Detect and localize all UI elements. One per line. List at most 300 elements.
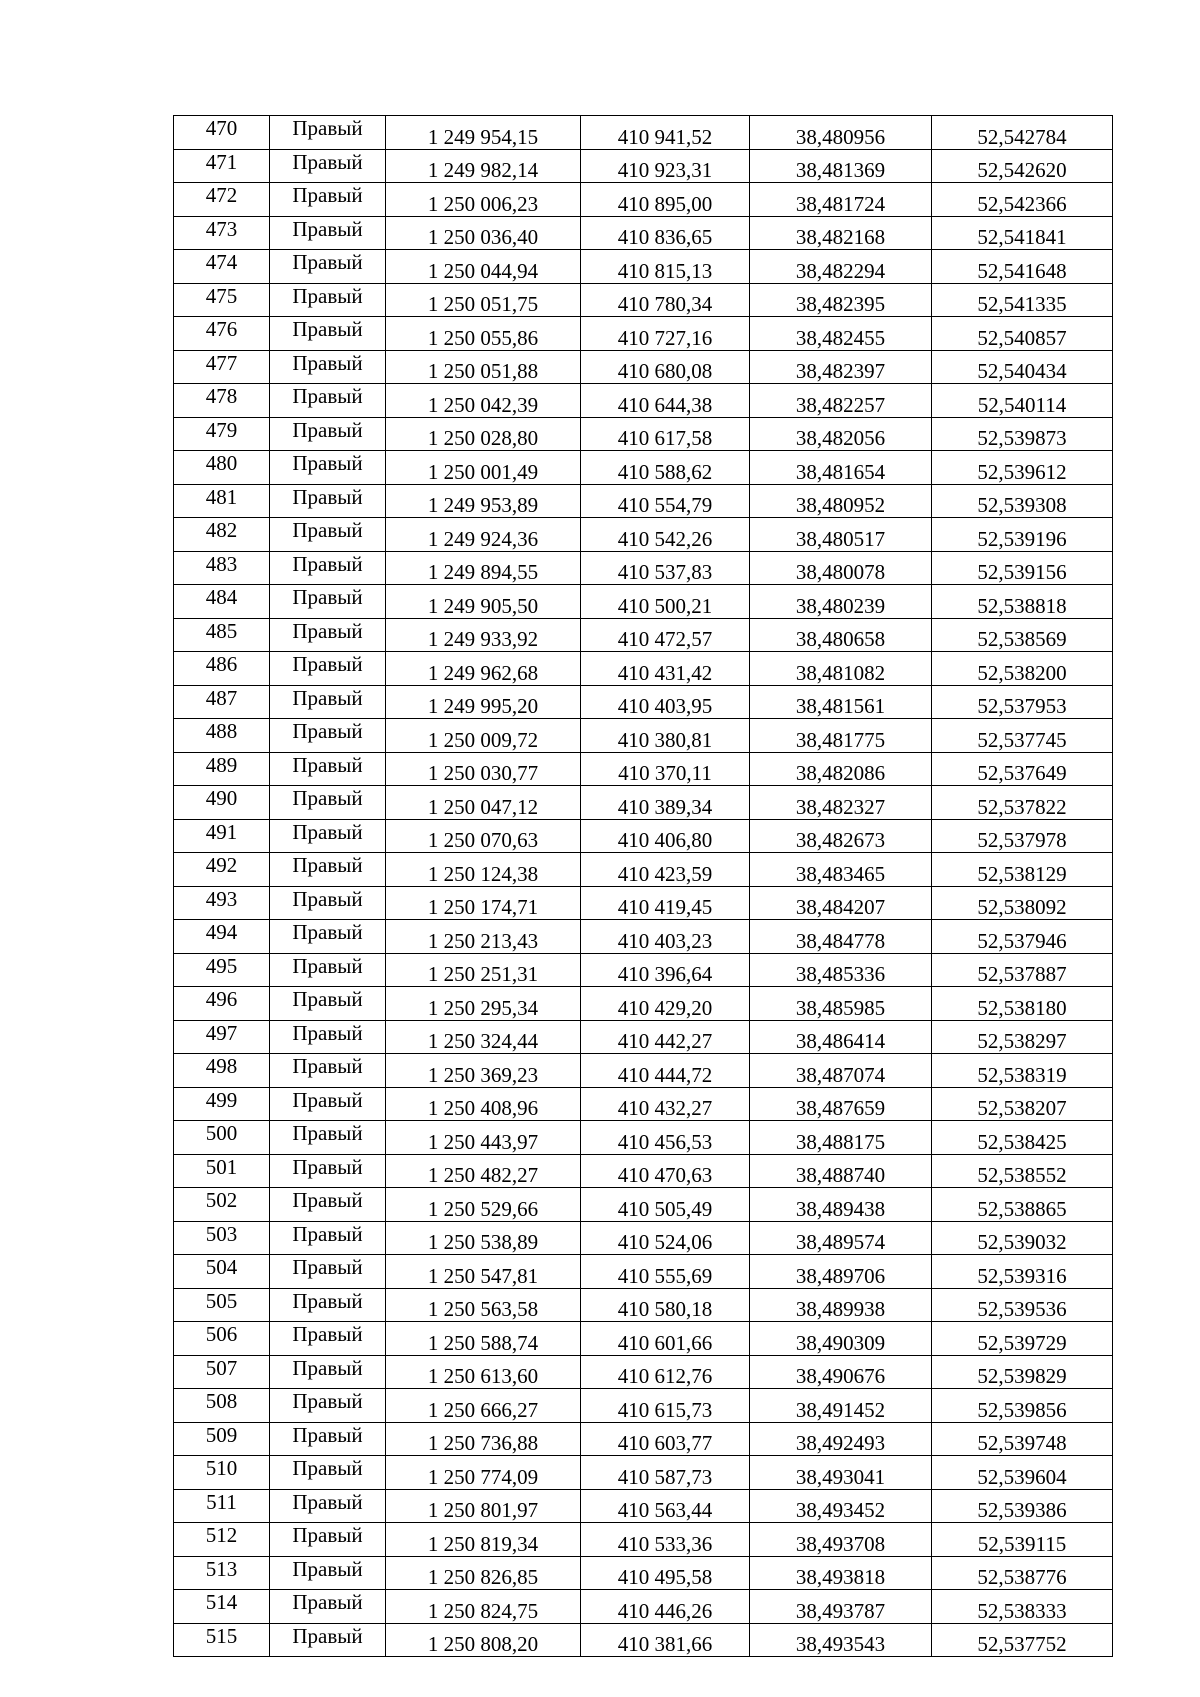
x-coordinate-cell: 1 249 982,14 [386,149,581,183]
latitude-cell: 52,542366 [932,183,1113,217]
table-row [174,317,1113,351]
side-cell: Правый [270,1523,386,1557]
coordinates-table [173,115,1113,1657]
table-row [174,384,1113,418]
point-number-cell: 474 [174,250,270,284]
side-cell: Правый [270,685,386,719]
latitude-cell: 52,539604 [932,1456,1113,1490]
point-number-cell: 481 [174,484,270,518]
longitude-cell: 38,490309 [750,1322,932,1356]
point-number-cell: 494 [174,920,270,954]
latitude-cell: 52,538333 [932,1590,1113,1624]
point-number-cell: 487 [174,685,270,719]
longitude-cell: 38,491452 [750,1389,932,1423]
latitude-cell: 52,539748 [932,1422,1113,1456]
side-cell: Правый [270,484,386,518]
point-number-cell: 497 [174,1020,270,1054]
y-coordinate-cell: 410 444,72 [581,1054,750,1088]
point-number-cell: 493 [174,886,270,920]
table-row [174,1322,1113,1356]
point-number-cell: 477 [174,350,270,384]
y-coordinate-cell: 410 431,42 [581,652,750,686]
side-cell: Правый [270,1221,386,1255]
table-row [174,953,1113,987]
point-number-cell: 473 [174,216,270,250]
latitude-cell: 52,537978 [932,819,1113,853]
y-coordinate-cell: 410 505,49 [581,1188,750,1222]
longitude-cell: 38,482327 [750,786,932,820]
table-row [174,920,1113,954]
latitude-cell: 52,541335 [932,283,1113,317]
longitude-cell: 38,480956 [750,116,932,150]
y-coordinate-cell: 410 495,58 [581,1556,750,1590]
latitude-cell: 52,541648 [932,250,1113,284]
table-row [174,518,1113,552]
y-coordinate-cell: 410 603,77 [581,1422,750,1456]
table-row [174,417,1113,451]
point-number-cell: 490 [174,786,270,820]
x-coordinate-cell: 1 250 174,71 [386,886,581,920]
x-coordinate-cell: 1 249 953,89 [386,484,581,518]
table-row [174,786,1113,820]
y-coordinate-cell: 410 537,83 [581,551,750,585]
point-number-cell: 513 [174,1556,270,1590]
longitude-cell: 38,482395 [750,283,932,317]
longitude-cell: 38,480952 [750,484,932,518]
side-cell: Правый [270,216,386,250]
longitude-cell: 38,482673 [750,819,932,853]
side-cell: Правый [270,719,386,753]
y-coordinate-cell: 410 612,76 [581,1355,750,1389]
point-number-cell: 482 [174,518,270,552]
y-coordinate-cell: 410 456,53 [581,1121,750,1155]
side-cell: Правый [270,853,386,887]
y-coordinate-cell: 410 555,69 [581,1255,750,1289]
y-coordinate-cell: 410 380,81 [581,719,750,753]
longitude-cell: 38,493041 [750,1456,932,1490]
longitude-cell: 38,487659 [750,1087,932,1121]
side-cell: Правый [270,1054,386,1088]
y-coordinate-cell: 410 442,27 [581,1020,750,1054]
table-row [174,719,1113,753]
longitude-cell: 38,481369 [750,149,932,183]
latitude-cell: 52,539536 [932,1288,1113,1322]
side-cell: Правый [270,1422,386,1456]
table-row [174,1456,1113,1490]
x-coordinate-cell: 1 250 030,77 [386,752,581,786]
y-coordinate-cell: 410 895,00 [581,183,750,217]
table-row [174,585,1113,619]
side-cell: Правый [270,1556,386,1590]
x-coordinate-cell: 1 250 044,94 [386,250,581,284]
x-coordinate-cell: 1 250 213,43 [386,920,581,954]
side-cell: Правый [270,618,386,652]
x-coordinate-cell: 1 250 563,58 [386,1288,581,1322]
point-number-cell: 495 [174,953,270,987]
x-coordinate-cell: 1 250 819,34 [386,1523,581,1557]
point-number-cell: 480 [174,451,270,485]
longitude-cell: 38,480239 [750,585,932,619]
y-coordinate-cell: 410 432,27 [581,1087,750,1121]
y-coordinate-cell: 410 588,62 [581,451,750,485]
longitude-cell: 38,488740 [750,1154,932,1188]
table-row [174,1389,1113,1423]
x-coordinate-cell: 1 250 324,44 [386,1020,581,1054]
point-number-cell: 501 [174,1154,270,1188]
side-cell: Правый [270,116,386,150]
x-coordinate-cell: 1 250 808,20 [386,1623,581,1657]
side-cell: Правый [270,953,386,987]
longitude-cell: 38,488175 [750,1121,932,1155]
longitude-cell: 38,490676 [750,1355,932,1389]
side-cell: Правый [270,1590,386,1624]
y-coordinate-cell: 410 423,59 [581,853,750,887]
longitude-cell: 38,489706 [750,1255,932,1289]
point-number-cell: 483 [174,551,270,585]
table-row [174,1489,1113,1523]
table-row [174,484,1113,518]
latitude-cell: 52,537887 [932,953,1113,987]
point-number-cell: 478 [174,384,270,418]
point-number-cell: 515 [174,1623,270,1657]
table-row [174,1355,1113,1389]
x-coordinate-cell: 1 250 070,63 [386,819,581,853]
point-number-cell: 484 [174,585,270,619]
point-number-cell: 512 [174,1523,270,1557]
x-coordinate-cell: 1 249 905,50 [386,585,581,619]
latitude-cell: 52,537649 [932,752,1113,786]
x-coordinate-cell: 1 250 613,60 [386,1355,581,1389]
side-cell: Правый [270,1623,386,1657]
side-cell: Правый [270,1489,386,1523]
side-cell: Правый [270,1087,386,1121]
latitude-cell: 52,537822 [932,786,1113,820]
table-row [174,1188,1113,1222]
point-number-cell: 479 [174,417,270,451]
latitude-cell: 52,539829 [932,1355,1113,1389]
point-number-cell: 499 [174,1087,270,1121]
x-coordinate-cell: 1 250 047,12 [386,786,581,820]
latitude-cell: 52,538818 [932,585,1113,619]
table-row [174,853,1113,887]
x-coordinate-cell: 1 250 824,75 [386,1590,581,1624]
table-row [174,1288,1113,1322]
latitude-cell: 52,540857 [932,317,1113,351]
y-coordinate-cell: 410 836,65 [581,216,750,250]
longitude-cell: 38,489574 [750,1221,932,1255]
table-row [174,551,1113,585]
x-coordinate-cell: 1 250 588,74 [386,1322,581,1356]
point-number-cell: 496 [174,987,270,1021]
x-coordinate-cell: 1 249 924,36 [386,518,581,552]
side-cell: Правый [270,1255,386,1289]
side-cell: Правый [270,987,386,1021]
point-number-cell: 470 [174,116,270,150]
point-number-cell: 506 [174,1322,270,1356]
side-cell: Правый [270,752,386,786]
latitude-cell: 52,538425 [932,1121,1113,1155]
point-number-cell: 510 [174,1456,270,1490]
y-coordinate-cell: 410 615,73 [581,1389,750,1423]
table-row [174,886,1113,920]
y-coordinate-cell: 410 601,66 [581,1322,750,1356]
longitude-cell: 38,492493 [750,1422,932,1456]
x-coordinate-cell: 1 250 055,86 [386,317,581,351]
longitude-cell: 38,481654 [750,451,932,485]
x-coordinate-cell: 1 250 736,88 [386,1422,581,1456]
latitude-cell: 52,539308 [932,484,1113,518]
x-coordinate-cell: 1 250 547,81 [386,1255,581,1289]
x-coordinate-cell: 1 250 801,97 [386,1489,581,1523]
x-coordinate-cell: 1 249 995,20 [386,685,581,719]
y-coordinate-cell: 410 406,80 [581,819,750,853]
table-row [174,618,1113,652]
x-coordinate-cell: 1 250 482,27 [386,1154,581,1188]
longitude-cell: 38,487074 [750,1054,932,1088]
y-coordinate-cell: 410 617,58 [581,417,750,451]
table-row [174,652,1113,686]
y-coordinate-cell: 410 396,64 [581,953,750,987]
point-number-cell: 471 [174,149,270,183]
y-coordinate-cell: 410 780,34 [581,283,750,317]
x-coordinate-cell: 1 250 443,97 [386,1121,581,1155]
side-cell: Правый [270,384,386,418]
latitude-cell: 52,538776 [932,1556,1113,1590]
side-cell: Правый [270,786,386,820]
latitude-cell: 52,538569 [932,618,1113,652]
x-coordinate-cell: 1 250 051,88 [386,350,581,384]
table-row [174,1154,1113,1188]
longitude-cell: 38,482056 [750,417,932,451]
table-row [174,987,1113,1021]
table-row [174,752,1113,786]
table-row [174,819,1113,853]
point-number-cell: 502 [174,1188,270,1222]
side-cell: Правый [270,551,386,585]
table-row [174,1255,1113,1289]
side-cell: Правый [270,652,386,686]
point-number-cell: 505 [174,1288,270,1322]
point-number-cell: 489 [174,752,270,786]
x-coordinate-cell: 1 250 028,80 [386,417,581,451]
longitude-cell: 38,481775 [750,719,932,753]
side-cell: Правый [270,585,386,619]
side-cell: Правый [270,1456,386,1490]
point-number-cell: 475 [174,283,270,317]
longitude-cell: 38,482455 [750,317,932,351]
table-row [174,1121,1113,1155]
latitude-cell: 52,542784 [932,116,1113,150]
point-number-cell: 507 [174,1355,270,1389]
latitude-cell: 52,537946 [932,920,1113,954]
table-row [174,1523,1113,1557]
table-row [174,1087,1113,1121]
y-coordinate-cell: 410 389,34 [581,786,750,820]
longitude-cell: 38,482168 [750,216,932,250]
x-coordinate-cell: 1 250 408,96 [386,1087,581,1121]
latitude-cell: 52,537745 [932,719,1113,753]
point-number-cell: 508 [174,1389,270,1423]
y-coordinate-cell: 410 446,26 [581,1590,750,1624]
x-coordinate-cell: 1 250 369,23 [386,1054,581,1088]
side-cell: Правый [270,1154,386,1188]
longitude-cell: 38,482397 [750,350,932,384]
point-number-cell: 509 [174,1422,270,1456]
latitude-cell: 52,538200 [932,652,1113,686]
longitude-cell: 38,480517 [750,518,932,552]
point-number-cell: 476 [174,317,270,351]
y-coordinate-cell: 410 554,79 [581,484,750,518]
x-coordinate-cell: 1 250 774,09 [386,1456,581,1490]
latitude-cell: 52,539612 [932,451,1113,485]
longitude-cell: 38,486414 [750,1020,932,1054]
longitude-cell: 38,481561 [750,685,932,719]
latitude-cell: 52,539873 [932,417,1113,451]
latitude-cell: 52,542620 [932,149,1113,183]
x-coordinate-cell: 1 250 042,39 [386,384,581,418]
y-coordinate-cell: 410 370,11 [581,752,750,786]
latitude-cell: 52,539316 [932,1255,1113,1289]
side-cell: Правый [270,350,386,384]
latitude-cell: 52,539115 [932,1523,1113,1557]
side-cell: Правый [270,1020,386,1054]
side-cell: Правый [270,183,386,217]
point-number-cell: 503 [174,1221,270,1255]
table-row [174,1221,1113,1255]
table-row [174,1590,1113,1624]
x-coordinate-cell: 1 250 529,66 [386,1188,581,1222]
side-cell: Правый [270,1355,386,1389]
table-row [174,1623,1113,1657]
y-coordinate-cell: 410 815,13 [581,250,750,284]
latitude-cell: 52,538297 [932,1020,1113,1054]
y-coordinate-cell: 410 533,36 [581,1523,750,1557]
longitude-cell: 38,484778 [750,920,932,954]
side-cell: Правый [270,317,386,351]
y-coordinate-cell: 410 419,45 [581,886,750,920]
side-cell: Правый [270,250,386,284]
latitude-cell: 52,541841 [932,216,1113,250]
x-coordinate-cell: 1 250 124,38 [386,853,581,887]
longitude-cell: 38,482086 [750,752,932,786]
side-cell: Правый [270,518,386,552]
side-cell: Правый [270,1389,386,1423]
y-coordinate-cell: 410 429,20 [581,987,750,1021]
x-coordinate-cell: 1 250 001,49 [386,451,581,485]
x-coordinate-cell: 1 250 666,27 [386,1389,581,1423]
longitude-cell: 38,493708 [750,1523,932,1557]
x-coordinate-cell: 1 249 954,15 [386,116,581,150]
table-row [174,451,1113,485]
table-row [174,1556,1113,1590]
coordinates-table-body [174,116,1113,1657]
point-number-cell: 514 [174,1590,270,1624]
longitude-cell: 38,493818 [750,1556,932,1590]
side-cell: Правый [270,149,386,183]
table-row [174,685,1113,719]
table-row [174,350,1113,384]
x-coordinate-cell: 1 250 251,31 [386,953,581,987]
y-coordinate-cell: 410 524,06 [581,1221,750,1255]
point-number-cell: 504 [174,1255,270,1289]
side-cell: Правый [270,283,386,317]
y-coordinate-cell: 410 727,16 [581,317,750,351]
side-cell: Правый [270,1288,386,1322]
longitude-cell: 38,482257 [750,384,932,418]
table-row [174,1054,1113,1088]
table-row [174,283,1113,317]
x-coordinate-cell: 1 249 962,68 [386,652,581,686]
latitude-cell: 52,538092 [932,886,1113,920]
longitude-cell: 38,489938 [750,1288,932,1322]
y-coordinate-cell: 410 381,66 [581,1623,750,1657]
x-coordinate-cell: 1 249 933,92 [386,618,581,652]
point-number-cell: 488 [174,719,270,753]
latitude-cell: 52,537953 [932,685,1113,719]
y-coordinate-cell: 410 563,44 [581,1489,750,1523]
x-coordinate-cell: 1 250 051,75 [386,283,581,317]
side-cell: Правый [270,1322,386,1356]
latitude-cell: 52,538180 [932,987,1113,1021]
latitude-cell: 52,539856 [932,1389,1113,1423]
longitude-cell: 38,493543 [750,1623,932,1657]
y-coordinate-cell: 410 472,57 [581,618,750,652]
table-row [174,216,1113,250]
longitude-cell: 38,485336 [750,953,932,987]
y-coordinate-cell: 410 403,23 [581,920,750,954]
longitude-cell: 38,493787 [750,1590,932,1624]
longitude-cell: 38,485985 [750,987,932,1021]
longitude-cell: 38,489438 [750,1188,932,1222]
y-coordinate-cell: 410 941,52 [581,116,750,150]
y-coordinate-cell: 410 923,31 [581,149,750,183]
y-coordinate-cell: 410 470,63 [581,1154,750,1188]
y-coordinate-cell: 410 580,18 [581,1288,750,1322]
x-coordinate-cell: 1 250 009,72 [386,719,581,753]
y-coordinate-cell: 410 587,73 [581,1456,750,1490]
longitude-cell: 38,481724 [750,183,932,217]
table-row [174,250,1113,284]
longitude-cell: 38,482294 [750,250,932,284]
latitude-cell: 52,537752 [932,1623,1113,1657]
x-coordinate-cell: 1 250 006,23 [386,183,581,217]
side-cell: Правый [270,920,386,954]
longitude-cell: 38,480078 [750,551,932,585]
side-cell: Правый [270,819,386,853]
longitude-cell: 38,484207 [750,886,932,920]
x-coordinate-cell: 1 250 538,89 [386,1221,581,1255]
latitude-cell: 52,538129 [932,853,1113,887]
point-number-cell: 472 [174,183,270,217]
point-number-cell: 511 [174,1489,270,1523]
x-coordinate-cell: 1 250 295,34 [386,987,581,1021]
point-number-cell: 486 [174,652,270,686]
longitude-cell: 38,480658 [750,618,932,652]
point-number-cell: 500 [174,1121,270,1155]
longitude-cell: 38,493452 [750,1489,932,1523]
side-cell: Правый [270,886,386,920]
latitude-cell: 52,539729 [932,1322,1113,1356]
latitude-cell: 52,538319 [932,1054,1113,1088]
table-row [174,1422,1113,1456]
y-coordinate-cell: 410 644,38 [581,384,750,418]
y-coordinate-cell: 410 680,08 [581,350,750,384]
latitude-cell: 52,538865 [932,1188,1113,1222]
point-number-cell: 498 [174,1054,270,1088]
latitude-cell: 52,540434 [932,350,1113,384]
y-coordinate-cell: 410 500,21 [581,585,750,619]
side-cell: Правый [270,1121,386,1155]
